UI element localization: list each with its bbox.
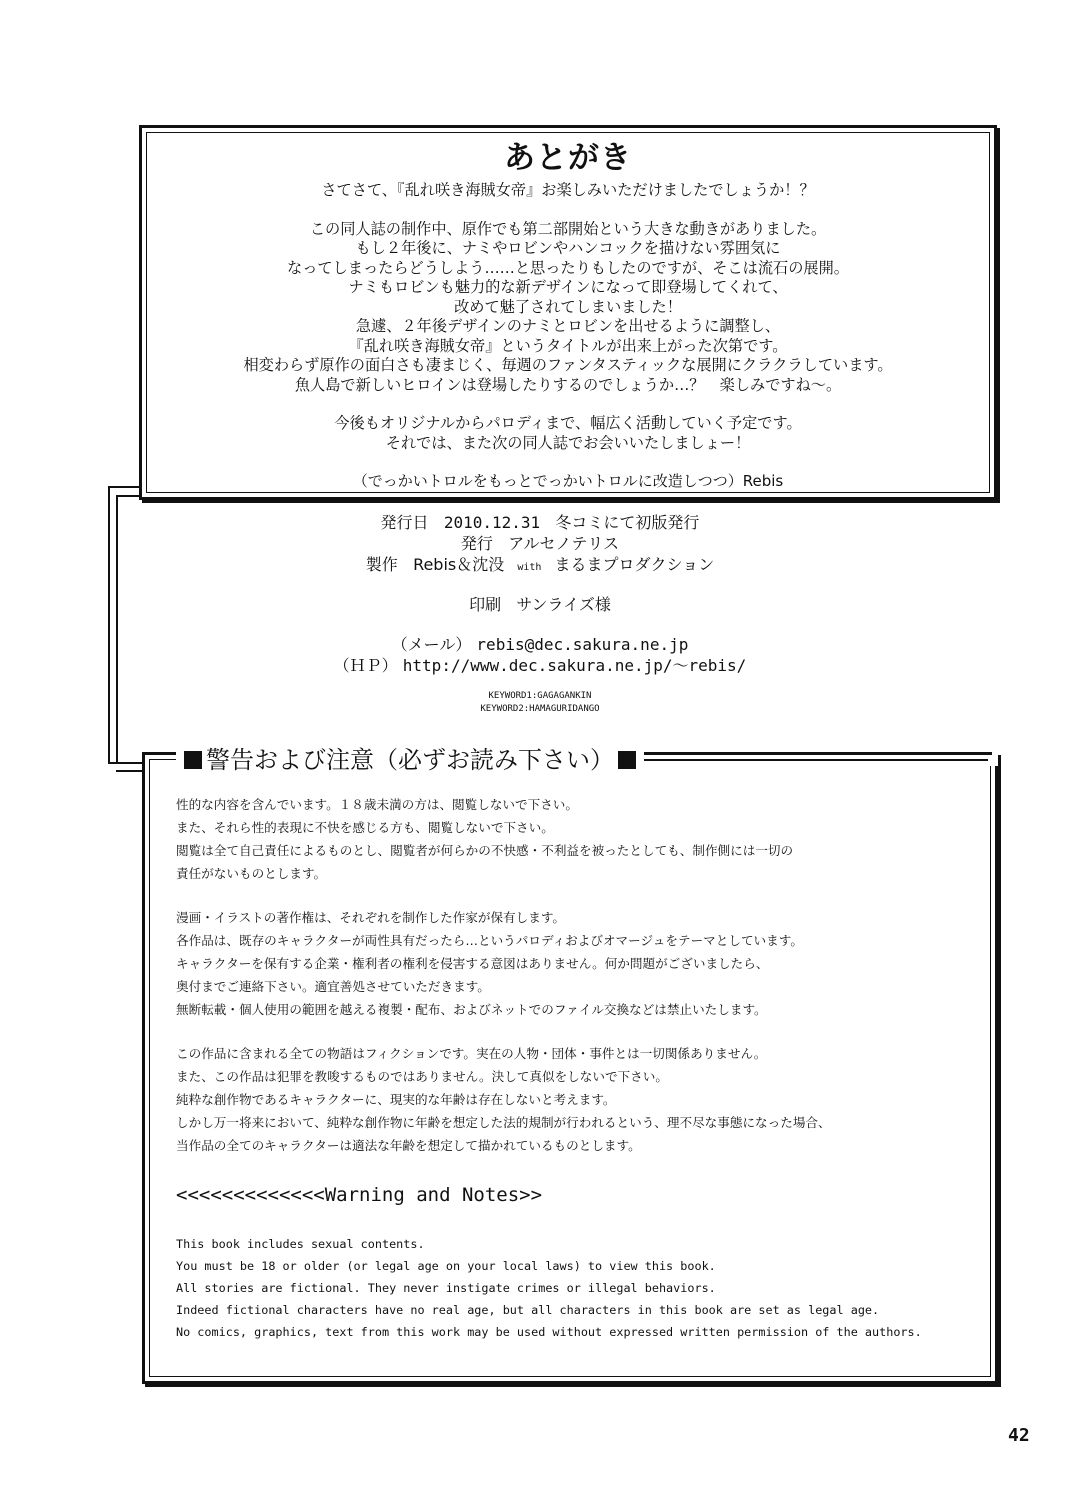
colophon-gap: [0, 575, 1080, 594]
connector-line: [108, 762, 144, 764]
production-with: with: [517, 562, 542, 573]
colophon-gap: [0, 615, 1080, 634]
warning-line: 無断転載・個人使用の範囲を越える複製・配布、およびネットでのファイル交換などは禁止いたします。: [176, 1002, 767, 1017]
square-bullet-icon: [618, 751, 636, 769]
printing: サンライズ様: [516, 595, 611, 614]
english-line: Indeed fictional characters have no real age, but all characters in this book are set as legal age.: [176, 1303, 880, 1317]
warning-line: 閲覧は全て自己責任によるものとし、閲覧者が何らかの不快感・不利益を被ったとしても、制作側には一切の: [176, 843, 794, 858]
printing-line: [0, 594, 1080, 615]
publisher-line: [0, 533, 1080, 554]
warning-gap: [176, 885, 966, 906]
warning-line: 漫画・イラストの著作権は、それぞれを制作した作家が保有します。: [176, 910, 566, 925]
warning-body: [176, 793, 966, 1157]
english-line: You must be 18 or older (or legal age on your local laws) to view this book.: [176, 1259, 716, 1273]
warning-line: 責任がないものとします。: [176, 866, 327, 881]
afterword-line: もし２年後に、ナミやロビンやハンコックを描けない雰囲気に: [355, 239, 781, 257]
afterword-gap: [142, 201, 994, 220]
afterword-title: あとがき: [504, 140, 632, 176]
warning-line: 純粋な創作物であるキャラクターに、現実的な年齢は存在しないと考えます。: [176, 1092, 616, 1107]
printing-label: 印刷: [469, 595, 502, 614]
warning-line: この作品に含まれる全ての物語はフィクションです。実在の人物・団体・事件とは一切関係ありません。: [176, 1046, 767, 1061]
afterword-line: 今後もオリジナルからパロディまで、幅広く活動していく予定です。: [334, 414, 802, 432]
afterword-signature: （でっかいトロルをもっとでっかいトロルに改造しつつ）Rebis: [352, 472, 784, 490]
colophon-gap: [0, 676, 1080, 690]
publisher: アルセノテリス: [508, 534, 620, 553]
afterword-line: それでは、また次の同人誌でお会いいたしましょー！: [385, 433, 751, 452]
afterword-line: 『乱れ咲き海賊女帝』というタイトルが出来上がった次第です。: [348, 336, 788, 355]
afterword-line: この同人誌の制作中、原作でも第二部開始という大きな動きがありました。: [309, 219, 827, 238]
afterword-line: 相変わらず原作の面白さも凄まじく、毎週のファンタスティックな展開にクラクラしています。: [243, 356, 893, 374]
issue-note: 冬コミにて初版発行: [555, 513, 700, 532]
english-warning-body: [176, 1233, 922, 1343]
square-bullet-icon: [184, 751, 202, 769]
warning-line: 奥付までご連絡下さい。適宜善処させていただきます。: [176, 979, 490, 994]
afterword-line: 魚人島で新しいヒロインは登場したりするのでしょうか…？ 楽しみですね～。: [294, 375, 842, 394]
issue-date-line: [0, 512, 1080, 533]
publisher-label: 発行: [460, 534, 493, 553]
warning-gap: [176, 1021, 966, 1042]
keyword-2: KEYWORD2:HAMAGURIDANGO: [480, 704, 600, 714]
afterword-line: 改めて魅了されてしまいました！: [454, 297, 682, 316]
english-line: All stories are fictional. They never instigate crimes or illegal behaviors.: [176, 1281, 716, 1295]
hp-url: http://www.dec.sakura.ne.jp/～rebis/: [402, 656, 747, 675]
warning-line: 当作品の全てのキャラクターは適法な年齢を想定して描かれているものとします。: [176, 1138, 641, 1153]
keyword-1: KEYWORD1:GAGAGANKIN: [488, 691, 592, 701]
warning-heading: [176, 741, 644, 779]
warning-line: また、この作品は犯罪を教唆するものではありません。決して真似をしないで下さい。: [176, 1069, 668, 1084]
english-line: This book includes sexual contents.: [176, 1237, 425, 1251]
production-a: Rebis＆沈没: [413, 555, 505, 574]
mail-line: [0, 634, 1080, 655]
afterword-gap: [142, 395, 994, 414]
afterword-line: ナミもロビンも魅力的な新デザインになって即登場してくれて、: [348, 278, 788, 296]
warning-heading-text: 警告および注意（必ずお読み下さい）: [206, 746, 614, 774]
production-b: まるまプロダクション: [554, 555, 715, 574]
afterword-gap: [142, 453, 994, 472]
issue-date: 2010.12.31: [443, 513, 541, 532]
warning-line: また、それら性的表現に不快を感じる方も、閲覧しないで下さい。: [176, 820, 554, 835]
connector-line: [116, 770, 144, 772]
afterword-box: [139, 125, 997, 500]
english-warning-heading: <<<<<<<<<<<<<Warning and Notes>>: [176, 1184, 543, 1206]
afterword-line: 急遽、２年後デザインのナミとロビンを出せるように調整し、: [355, 317, 781, 335]
afterword-body: [142, 181, 994, 492]
page-number: 42: [1008, 1425, 1030, 1446]
warning-line: しかし万一将来において、純粋な創作物に年齢を想定した法的規制が行われるという、理不尽な事態になった場合、: [176, 1115, 831, 1130]
production-line: [0, 554, 1080, 575]
hp-label: （ＨＰ）: [333, 656, 398, 675]
mail-label: （メール）: [391, 635, 472, 654]
connector-line: [108, 486, 142, 488]
english-line: No comics, graphics, text from this work may be used without expressed written permission of the authors.: [176, 1325, 922, 1339]
colophon: [0, 512, 1080, 716]
mail-address: rebis@dec.sakura.ne.jp: [476, 635, 689, 654]
production-label: 製作: [365, 555, 398, 574]
issue-date-label: 発行日: [380, 513, 429, 532]
afterword-line: さてさて、『乱れ咲き海賊女帝』お楽しみいただけましたでしょうか！？: [321, 181, 815, 199]
heading-rule: [634, 752, 998, 766]
warning-line: 各作品は、既存のキャラクターが両性具有だったら…というパロディおよびオマージュをテーマとしています。: [176, 933, 803, 948]
afterword-line: なってしまったらどうしよう……と思ったりもしたのですが、そこは流石の展開。: [287, 258, 849, 277]
warning-line: キャラクターを保有する企業・権利者の権利を侵害する意図はありません。何か問題がございましたら、: [176, 956, 769, 971]
hp-line: [0, 655, 1080, 676]
warning-line: 性的な内容を含んでいます。１８歳未満の方は、閲覧しないで下さい。: [176, 797, 578, 812]
